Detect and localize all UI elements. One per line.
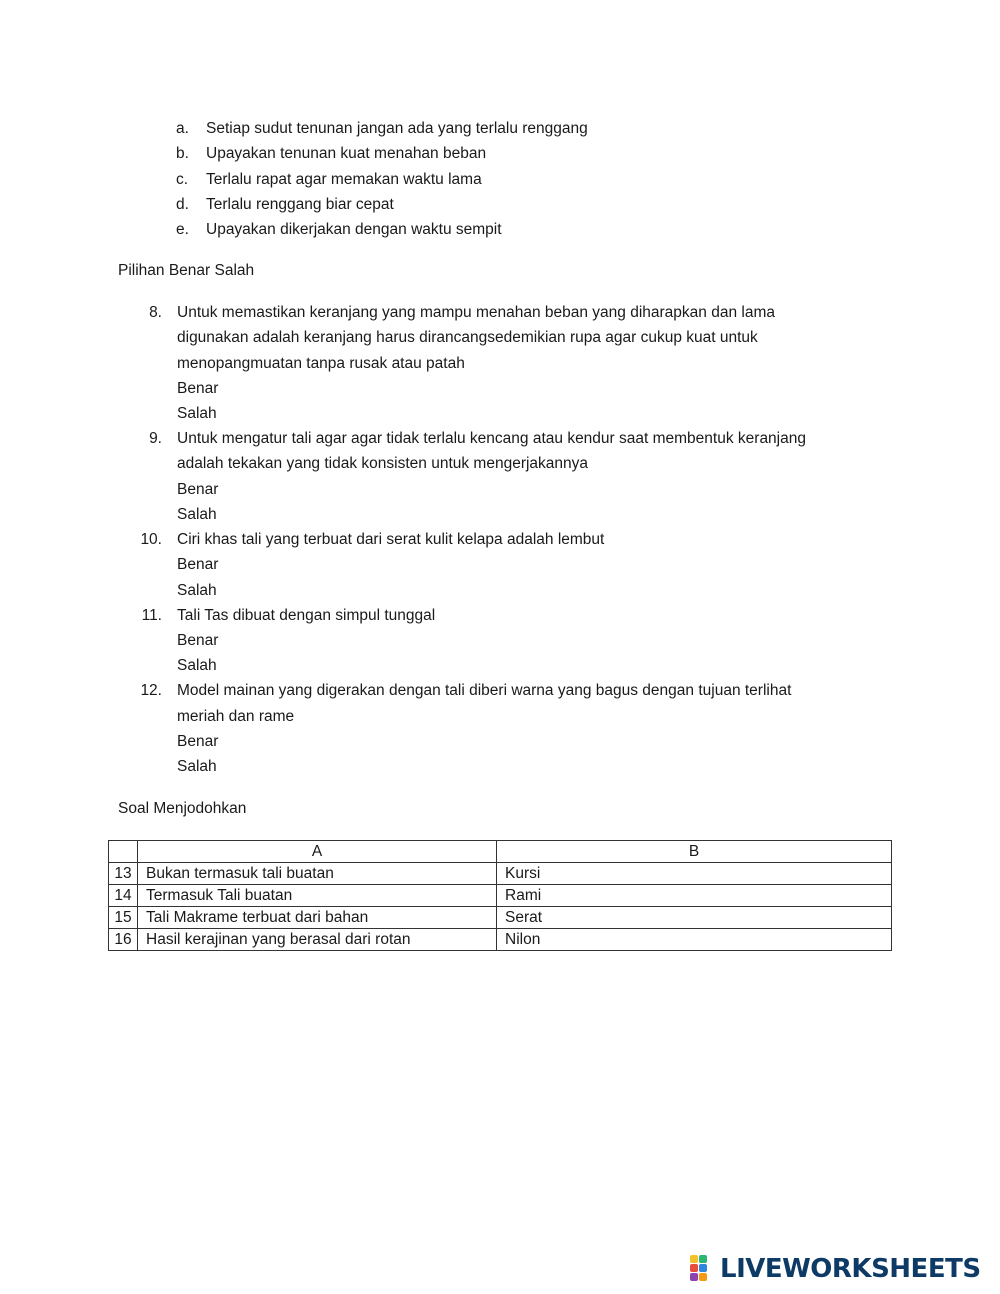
header-a: A: [138, 841, 497, 863]
row-number: 16: [109, 929, 138, 951]
option-letter: c.: [176, 171, 189, 188]
row-number: 15: [109, 907, 138, 929]
answer-cell[interactable]: Nilon: [497, 929, 892, 951]
table-header-row: [109, 841, 892, 863]
header-b: B: [497, 841, 892, 863]
answer-cell[interactable]: Rami: [497, 885, 892, 907]
answer-false[interactable]: Salah: [177, 582, 217, 599]
question-number: 8.: [149, 304, 162, 321]
question-text-line: meriah dan rame: [177, 708, 295, 725]
question-text-line: menopangmuatan tanpa rusak atau patah: [177, 355, 465, 372]
option-text: Terlalu rapat agar memakan waktu lama: [206, 171, 482, 188]
option-text: Upayakan tenunan kuat menahan beban: [206, 145, 487, 162]
section-heading-matching: Soal Menjodohkan: [118, 800, 247, 817]
header-num-cell: [109, 841, 138, 863]
option-letter: a.: [176, 120, 189, 137]
answer-true[interactable]: Benar: [177, 632, 219, 649]
question-number: 10.: [140, 531, 162, 548]
answer-true[interactable]: Benar: [177, 556, 219, 573]
statement-cell[interactable]: Tali Makrame terbuat dari bahan: [138, 907, 497, 929]
option-text: Terlalu renggang biar cepat: [206, 196, 394, 213]
question-text-line: adalah tekakan yang tidak konsisten untuk mengerjakannya: [177, 455, 589, 472]
answer-true[interactable]: Benar: [177, 380, 219, 397]
liveworksheets-logo: [690, 1254, 981, 1284]
question-text-line: Model mainan yang digerakan dengan tali diberi warna yang bagus dengan tujuan terlihat: [177, 682, 792, 699]
table-row: [109, 885, 892, 907]
answer-true[interactable]: Benar: [177, 481, 219, 498]
row-number: 14: [109, 885, 138, 907]
statement-cell[interactable]: Hasil kerajinan yang berasal dari rotan: [138, 929, 497, 951]
question-text-line: Ciri khas tali yang terbuat dari serat kulit kelapa adalah lembut: [177, 531, 605, 548]
option-text: Upayakan dikerjakan dengan waktu sempit: [206, 221, 502, 238]
question-number: 9.: [149, 430, 162, 447]
matching-table: [108, 840, 892, 951]
section-heading-true-false: Pilihan Benar Salah: [118, 262, 255, 279]
option-text: Setiap sudut tenunan jangan ada yang terlalu renggang: [206, 120, 588, 137]
answer-cell[interactable]: Serat: [497, 907, 892, 929]
question-number: 12.: [140, 682, 162, 699]
answer-false[interactable]: Salah: [177, 758, 217, 775]
answer-false[interactable]: Salah: [177, 657, 217, 674]
statement-cell[interactable]: Bukan termasuk tali buatan: [138, 863, 497, 885]
answer-true[interactable]: Benar: [177, 733, 219, 750]
logo-mark-icon: [690, 1255, 716, 1283]
answer-false[interactable]: Salah: [177, 405, 217, 422]
question-number: 11.: [141, 607, 162, 624]
row-number: 13: [109, 863, 138, 885]
option-letter: d.: [176, 196, 189, 213]
question-text-line: Untuk memastikan keranjang yang mampu menahan beban yang diharapkan dan lama: [177, 304, 775, 321]
question-text-line: Tali Tas dibuat dengan simpul tunggal: [177, 607, 436, 624]
option-letter: b.: [176, 145, 189, 162]
table-row: [109, 929, 892, 951]
question-text-line: Untuk mengatur tali agar agar tidak terlalu kencang atau kendur saat membentuk keranjang: [177, 430, 806, 447]
statement-cell[interactable]: Termasuk Tali buatan: [138, 885, 497, 907]
table-row: [109, 863, 892, 885]
answer-false[interactable]: Salah: [177, 506, 217, 523]
table-row: [109, 907, 892, 929]
question-text-line: digunakan adalah keranjang harus dirancangsedemikian rupa agar cukup kuat untuk: [177, 329, 758, 346]
logo-text: LIVEWORKSHEETS: [720, 1254, 981, 1284]
answer-cell[interactable]: Kursi: [497, 863, 892, 885]
option-letter: e.: [176, 221, 189, 238]
